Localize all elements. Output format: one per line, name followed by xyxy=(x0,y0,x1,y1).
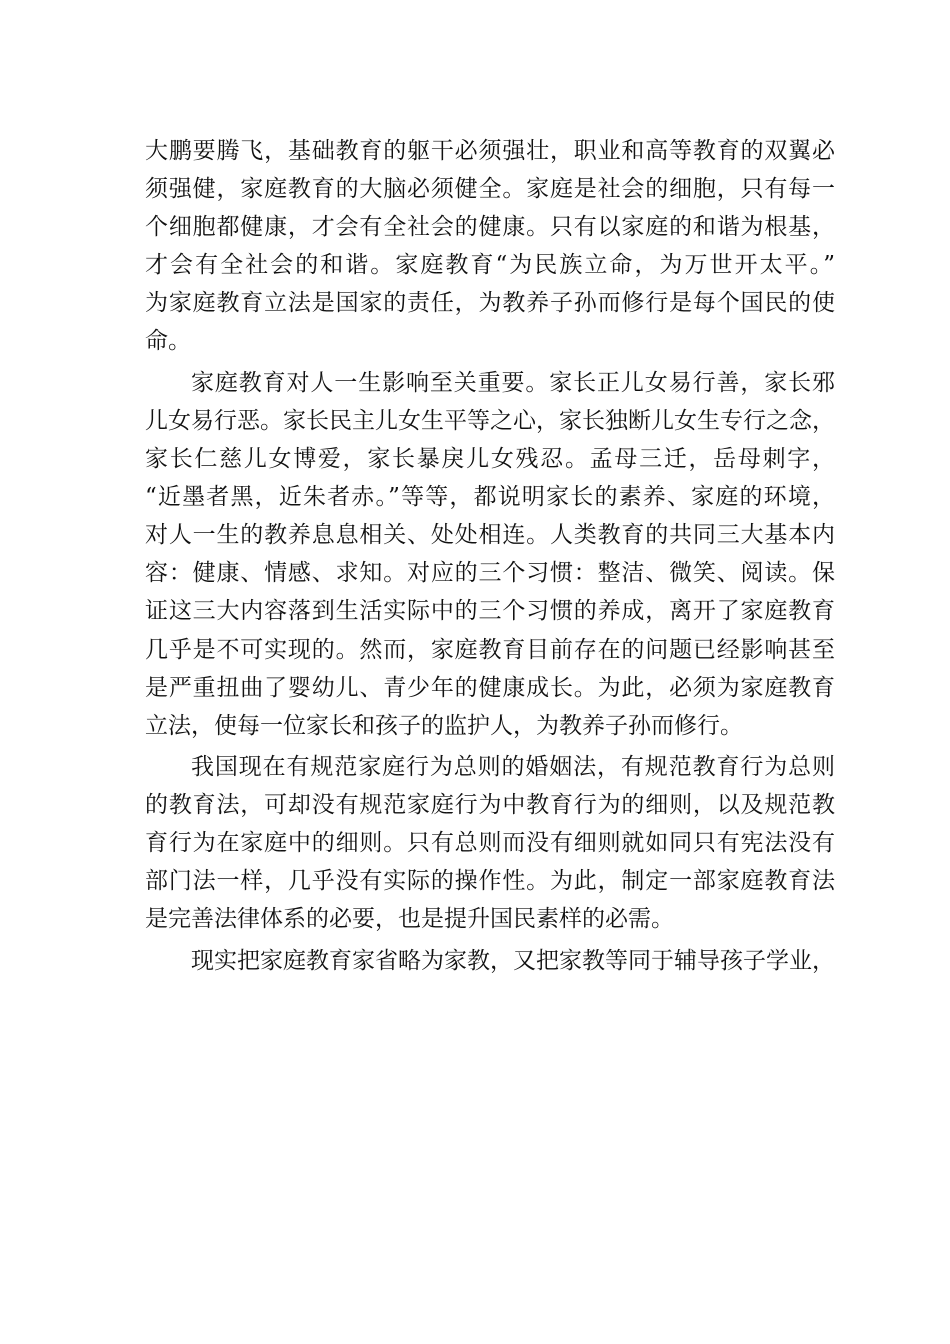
text-line: 是完善法律体系的必要，也是提升国民素样的必需。 xyxy=(145,906,674,933)
text-line: 我国现在有规范家庭行为总则的婚姻法，有规范教育行为总则 xyxy=(191,754,835,781)
text-line: 儿女易行恶。家长民主儿女生平等之心，家长独断儿女生专行之念， xyxy=(145,407,835,434)
paragraph xyxy=(145,748,835,938)
text-line: 几乎是不可实现的。然而，家庭教育目前存在的问题已经影响甚至 xyxy=(145,636,835,663)
document-body xyxy=(145,132,835,980)
text-line: 容：健康、情感、求知。对应的三个习惯：整洁、微笑、阅读。保 xyxy=(145,560,835,587)
paragraph xyxy=(145,364,835,745)
text-line: 个细胞都健康，才会有全社会的健康。只有以家庭的和谐为根基， xyxy=(145,214,835,241)
text-line: 证这三大内容落到生活实际中的三个习惯的养成，离开了家庭教育 xyxy=(145,598,835,625)
text-line: 部门法一样，几乎没有实际的操作性。为此，制定一部家庭教育法 xyxy=(145,868,835,895)
text-line: 命。 xyxy=(145,328,191,355)
text-line: 是严重扭曲了婴幼儿、青少年的健康成长。为此，必须为家庭教育 xyxy=(145,674,835,701)
text-line: 立法，使每一位家长和孩子的监护人，为教养子孙而修行。 xyxy=(145,712,743,739)
paragraph xyxy=(145,942,835,980)
text-line: 育行为在家庭中的细则。只有总则而没有细则就如同只有宪法没有 xyxy=(145,830,835,857)
text-line: “近墨者黑，近朱者赤。”等等，都说明家长的素养、家庭的环境， xyxy=(145,484,835,511)
text-line: 家庭教育对人一生影响至关重要。家长正儿女易行善，家长邪 xyxy=(191,369,835,396)
paragraph xyxy=(145,132,835,361)
text-line: 家长仁慈儿女博爱，家长暴戾儿女残忍。孟母三迁，岳母刺字， xyxy=(145,446,835,473)
text-line: 大鹏要腾飞，基础教育的躯干必须强壮，职业和高等教育的双翼必 xyxy=(145,138,835,164)
text-line: 为家庭教育立法是国家的责任，为教养子孙而修行是每个国民的使 xyxy=(145,290,835,317)
text-line: 的教育法，可却没有规范家庭行为中教育行为的细则，以及规范教 xyxy=(145,792,835,819)
text-line: 现实把家庭教育家省略为家教，又把家教等同于辅导孩子学业， xyxy=(191,947,835,974)
text-line: 须强健，家庭教育的大脑必须健全。家庭是社会的细胞，只有每一 xyxy=(145,176,835,203)
text-line: 对人一生的教养息息相关、处处相连。人类教育的共同三大基本内 xyxy=(145,522,835,549)
text-line: 才会有全社会的和谐。家庭教育“为民族立命，为万世开太平。” xyxy=(145,252,835,279)
